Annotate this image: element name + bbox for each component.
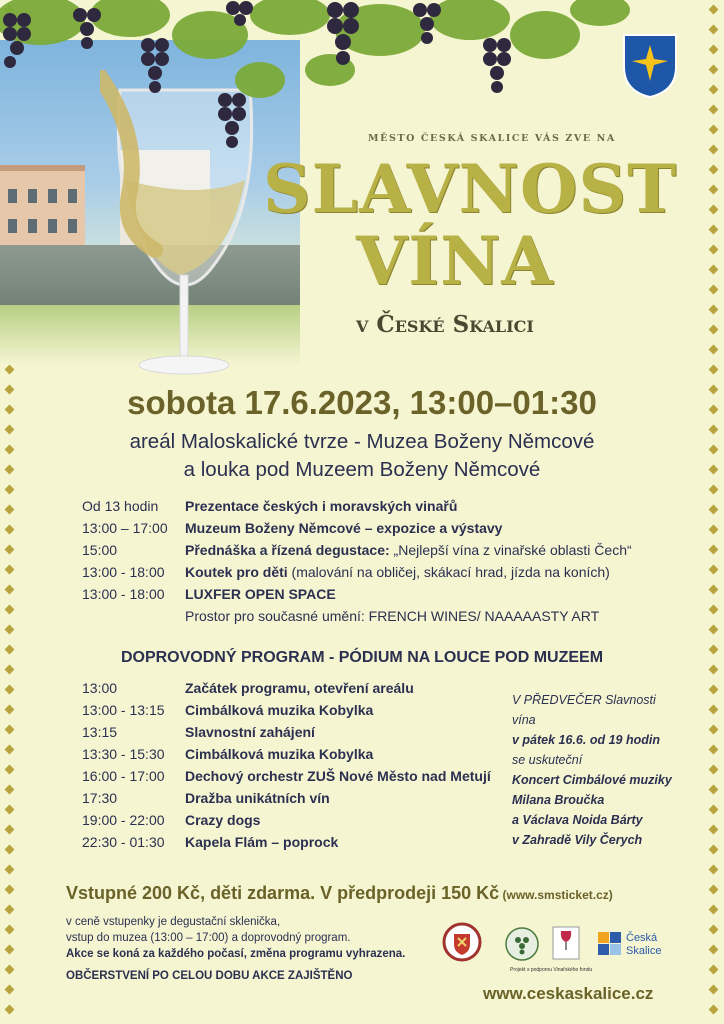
eve-concert-note	[512, 690, 682, 850]
wine-fund-logo-icon	[502, 922, 542, 964]
fund-caption: Projekt s podporou Vinařského fondu	[510, 967, 593, 973]
program-detail: (malování na obličej, skákací hrad, jízda na koních)	[287, 564, 610, 580]
town-crest-icon	[620, 31, 680, 99]
border-dot	[5, 865, 15, 875]
stage-time: 17:30	[82, 790, 118, 806]
eve-line: Milana Broučka	[512, 793, 605, 807]
border-dot	[709, 565, 719, 575]
border-dot	[709, 885, 719, 895]
border-dot	[5, 925, 15, 935]
ticket-price	[66, 883, 613, 904]
border-dot	[5, 905, 15, 915]
invitation-text: MĚSTO ČESKÁ SKALICE VÁS ZVE NA	[368, 133, 616, 144]
page-subtitle: v České Skalici	[356, 311, 534, 338]
note-line: vstup do muzea (13:00 – 17:00) a doprovodný program.	[66, 932, 351, 944]
ticket-notes	[66, 914, 405, 962]
border-dot	[5, 985, 15, 995]
border-dot	[709, 605, 719, 615]
border-dot	[709, 1005, 719, 1015]
grape-cluster-icon	[225, 0, 255, 30]
stage-act: Slavnostní zahájení	[185, 724, 315, 740]
eve-line: v pátek 16.6. od 19 hodin	[512, 733, 660, 747]
town-logo-text	[626, 932, 661, 958]
border-dot	[709, 525, 719, 535]
eve-line: a Václava Noida Bárty	[512, 813, 643, 827]
border-dot	[709, 865, 719, 875]
stage-time: 13:30 - 15:30	[82, 746, 165, 762]
border-dot	[709, 545, 719, 555]
border-dot	[5, 485, 15, 495]
event-date: sobota 17.6.2023, 13:00–01:30	[127, 384, 597, 421]
border-dot	[709, 745, 719, 755]
program-detail: „Nejlepší vína z vinařské oblasti Čech“	[389, 542, 632, 558]
border-dot	[5, 525, 15, 535]
stage-act: Crazy dogs	[185, 812, 261, 828]
border-dot	[5, 505, 15, 515]
program-title: Koutek pro děti	[185, 564, 288, 580]
border-dot	[5, 805, 15, 815]
stage-act: Cimbálková muzika Kobylka	[185, 702, 374, 718]
border-dot	[5, 1005, 15, 1015]
page-title-line2: VÍNA	[356, 222, 554, 300]
border-dot	[709, 905, 719, 915]
stage-time: 19:00 - 22:00	[82, 812, 165, 828]
border-dot	[5, 685, 15, 695]
stage-act: Začátek programu, otevření areálu	[185, 680, 414, 696]
program-title: Prezentace českých i moravských vinařů	[185, 498, 458, 514]
wine-region-logo-icon	[552, 926, 580, 960]
eve-line: Koncert Cimbálové muziky	[512, 773, 672, 787]
border-dot	[709, 925, 719, 935]
border-dot	[709, 965, 719, 975]
border-dot	[5, 605, 15, 615]
stage-time: 22:30 - 01:30	[82, 834, 165, 850]
border-dot	[709, 705, 719, 715]
stage-act: Dražba unikátních vín	[185, 790, 330, 806]
program-time: Od 13 hodin	[82, 498, 159, 514]
border-dot	[5, 545, 15, 555]
stage-time: 16:00 - 17:00	[82, 768, 165, 784]
town-logo-line: Skalice	[626, 945, 662, 957]
border-dot	[709, 825, 719, 835]
grape-cluster-icon	[480, 35, 520, 100]
border-dot	[5, 885, 15, 895]
border-dot	[5, 565, 15, 575]
grape-cluster-icon	[215, 90, 255, 155]
eve-line: v Zahradě Vily Čerych	[512, 833, 643, 847]
border-dot	[5, 705, 15, 715]
border-dot	[5, 785, 15, 795]
stage-act: Kapela Flám – poprock	[185, 834, 339, 850]
program-time: 13:00 - 18:00	[82, 586, 165, 602]
price-main: Vstupné 200 Kč	[66, 883, 201, 903]
border-dot	[5, 825, 15, 835]
border-dot	[709, 505, 719, 515]
grape-cluster-icon	[70, 5, 110, 65]
border-dot	[5, 965, 15, 975]
border-dot	[709, 625, 719, 635]
venue-line1: areál Maloskalické tvrze - Muzea Boženy Němcové	[129, 430, 595, 453]
eve-line: V PŘEDVEČER Slavnosti vína	[512, 693, 656, 727]
program-time: 13:00 – 17:00	[82, 520, 168, 536]
stage-act: Dechový orchestr ZUŠ Nové Město nad Metují	[185, 768, 491, 784]
border-dot	[5, 725, 15, 735]
stage-act: Cimbálková muzika Kobylka	[185, 746, 374, 762]
border-dot	[5, 945, 15, 955]
border-dot	[709, 785, 719, 795]
main-program	[82, 498, 682, 633]
website-link[interactable]: www.ceskaskalice.cz	[483, 984, 654, 1003]
grape-cluster-icon	[410, 0, 450, 60]
border-dot	[709, 845, 719, 855]
border-dot	[709, 805, 719, 815]
town-logo-line: Česká	[626, 932, 658, 944]
program-title: LUXFER OPEN SPACE	[185, 586, 336, 602]
program-time: 15:00	[82, 542, 118, 558]
stage-time: 13:00 - 13:15	[82, 702, 165, 718]
program-time: 13:00 - 18:00	[82, 564, 165, 580]
program-title: Muzeum Boženy Němcové – expozice a výstavy	[185, 520, 503, 536]
museum-seal-icon	[442, 922, 482, 962]
stage-time: 13:15	[82, 724, 118, 740]
border-dot	[709, 725, 719, 735]
program-title: Přednáška a řízená degustace:	[185, 542, 390, 558]
town-logo-icon	[598, 932, 622, 956]
page-title-line1: SLAVNOST	[263, 150, 678, 228]
eve-line: se uskuteční	[512, 753, 583, 767]
grape-cluster-icon	[0, 10, 40, 90]
border-dot	[5, 845, 15, 855]
stage-time: 13:00	[82, 680, 118, 696]
border-dot	[5, 625, 15, 635]
grape-cluster-icon	[325, 0, 370, 80]
price-details: , děti zdarma. V předprodeji 150 Kč	[200, 883, 500, 903]
refreshments-note: OBČERSTVENÍ PO CELOU DOBU AKCE ZAJIŠTĚNO	[66, 970, 353, 982]
note-line: Akce se koná za každého počasí, změna programu vyhrazena.	[66, 948, 406, 960]
venue-line2: a louka pod Muzeem Boženy Němcové	[183, 458, 541, 481]
program-detail: Prostor pro současné umění: FRENCH WINES/ NAAAAASTY ART	[185, 608, 600, 624]
grape-cluster-icon	[138, 35, 178, 100]
border-dot	[5, 745, 15, 755]
border-dot	[709, 985, 719, 995]
stage-program-heading: DOPROVODNÝ PROGRAM - PÓDIUM NA LOUCE POD MUZEEM	[120, 649, 604, 666]
border-dot	[709, 765, 719, 775]
border-dot	[5, 765, 15, 775]
border-dot	[709, 585, 719, 595]
border-dot	[709, 945, 719, 955]
border-dot	[709, 685, 719, 695]
stage-program	[82, 680, 502, 860]
border-dot	[5, 585, 15, 595]
border-dot	[709, 485, 719, 495]
ticket-site: (www.smsticket.cz)	[499, 888, 613, 902]
note-line: v ceně vstupenky je degustační sklenička,	[66, 916, 281, 928]
